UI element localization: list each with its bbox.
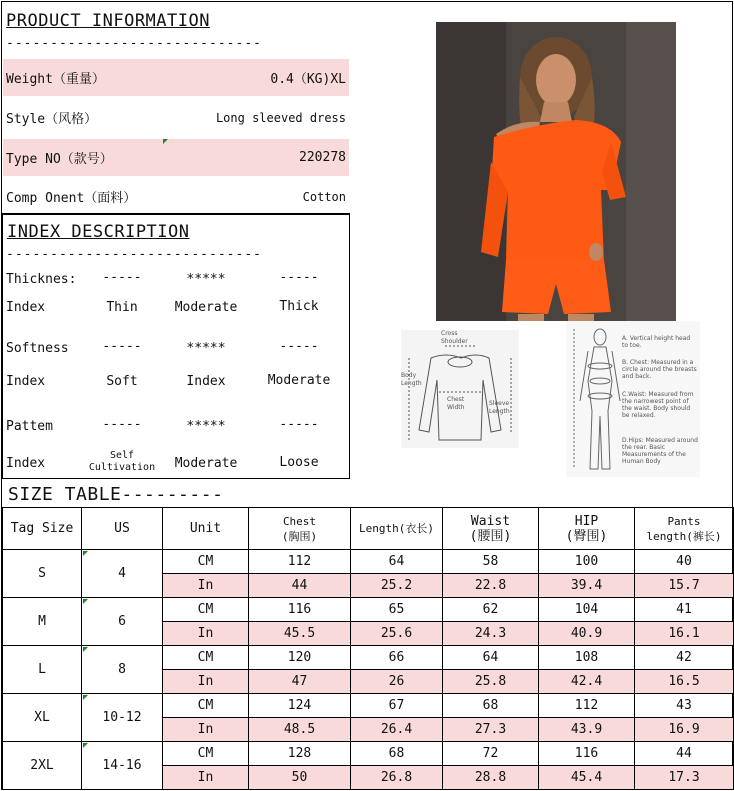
pattern-mark-1: ----- — [102, 417, 142, 432]
size-cell-cm: 42 — [635, 646, 734, 670]
softness-mark-3: ----- — [279, 339, 319, 354]
softness-option-soft: Soft — [106, 374, 138, 389]
size-cell-cm: 64 — [443, 646, 539, 670]
header-waist-cn: (腰围) — [469, 528, 512, 544]
size-us-cell — [82, 646, 163, 694]
size-cell-cm: 116 — [249, 598, 351, 622]
header-chest-en: Chest — [282, 514, 317, 528]
pattern-option-self-cultivation: Self Cultivation — [88, 450, 156, 473]
model-photo-illustration — [436, 22, 676, 321]
size-row-cm — [3, 598, 734, 622]
size-cell-cm: CM — [163, 694, 249, 718]
size-table-title: SIZE TABLE--------- — [8, 484, 224, 505]
size-cell-cm: 108 — [539, 646, 635, 670]
size-cell-in: 44 — [249, 574, 351, 598]
measure-b-text: B. Chest: Measured in a circle around the breasts and back. — [622, 359, 697, 380]
size-cell-in: 26.8 — [351, 766, 443, 790]
header-pants-length — [635, 508, 734, 550]
header-us: US — [82, 508, 163, 550]
size-tag-cell: XL — [3, 694, 82, 742]
thickness-mark-3: ----- — [279, 270, 319, 285]
size-cell-in: In — [163, 766, 249, 790]
component-value: Cotton — [302, 189, 346, 204]
size-us-value: 10-12 — [102, 710, 142, 725]
size-cell-in: 25.6 — [351, 622, 443, 646]
size-tag-cell: 2XL — [3, 742, 82, 790]
header-waist-en: Waist — [470, 513, 511, 529]
size-row-cm — [3, 646, 734, 670]
thickness-mark-2: ***** — [186, 272, 226, 287]
pattern-index-label: Index — [6, 456, 46, 471]
body-measurement-diagram — [566, 321, 700, 477]
cell-marker — [83, 743, 88, 748]
cell-marker — [83, 647, 88, 652]
pattern-mark-2: ***** — [186, 419, 226, 434]
component-row — [3, 178, 349, 215]
index-description-title: INDEX DESCRIPTION — [7, 222, 190, 242]
thickness-index-label: Index — [6, 300, 46, 315]
header-pants-cn: length(裤长) — [646, 529, 722, 543]
size-cell-in: 16.5 — [635, 670, 734, 694]
size-us-value: 6 — [118, 614, 126, 629]
size-cell-cm: 124 — [249, 694, 351, 718]
product-info-title: PRODUCT INFORMATION — [6, 11, 210, 31]
header-chest — [249, 508, 351, 550]
pattern-option-loose: Loose — [279, 455, 319, 470]
measure-d-text: D.Hips: Measured around the rear. Basic Measurements of the Human Body — [622, 437, 698, 465]
size-cell-cm: 120 — [249, 646, 351, 670]
cell-marker — [83, 695, 88, 700]
softness-option-moderate: Moderate — [267, 373, 331, 388]
product-info-divider: ----------------------------- — [6, 36, 262, 51]
size-cell-cm: 100 — [539, 550, 635, 574]
size-cell-in: 43.9 — [539, 718, 635, 742]
pattern-label: Pattem — [6, 419, 53, 434]
softness-option-index: Index — [186, 374, 226, 389]
header-chest-cn: (胸围) — [281, 529, 318, 543]
header-waist — [443, 508, 539, 550]
size-cell-cm: 44 — [635, 742, 734, 766]
pattern-option-moderate: Moderate — [174, 456, 238, 471]
size-cell-in: 48.5 — [249, 718, 351, 742]
size-table-header — [3, 508, 734, 550]
pattern-mark-3: ----- — [279, 417, 319, 432]
header-tag-size: Tag Size — [3, 508, 82, 550]
size-cell-in: In — [163, 670, 249, 694]
style-row — [3, 99, 349, 136]
size-cell-in: 28.8 — [443, 766, 539, 790]
thickness-label: Thicknes: — [6, 272, 77, 287]
garment-outline-icon — [401, 330, 519, 448]
size-cell-in: In — [163, 718, 249, 742]
size-cell-in: 16.1 — [635, 622, 734, 646]
size-cell-in: 40.9 — [539, 622, 635, 646]
softness-index-label: Index — [6, 374, 46, 389]
diagram-sleeve-label: Sleeve — [489, 400, 510, 407]
size-cell-in: 15.7 — [635, 574, 734, 598]
size-cell-cm: 68 — [443, 694, 539, 718]
size-cell-in: 25.2 — [351, 574, 443, 598]
size-cell-in: 45.5 — [249, 622, 351, 646]
weight-row — [3, 59, 349, 96]
thickness-option-thin: Thin — [106, 300, 138, 315]
size-cell-in: 47 — [249, 670, 351, 694]
thickness-mark-1: ----- — [102, 270, 142, 285]
softness-mark-1: ----- — [102, 339, 142, 354]
size-cell-cm: 112 — [249, 550, 351, 574]
size-cell-in: 24.3 — [443, 622, 539, 646]
size-us-value: 14-16 — [102, 758, 142, 773]
thickness-option-thick: Thick — [279, 299, 319, 314]
size-us-cell — [82, 550, 163, 598]
style-value: Long sleeved dress — [215, 110, 346, 125]
size-table — [2, 507, 734, 790]
diagram-chest-label: Chest — [447, 396, 465, 403]
size-cell-in: 25.8 — [443, 670, 539, 694]
size-tag-cell: L — [3, 646, 82, 694]
type-no-label: Type NO（款号） — [6, 152, 113, 167]
size-row-cm — [3, 694, 734, 718]
diagram-body-label: Body — [401, 372, 417, 379]
diagram-width-label: Width — [447, 404, 465, 411]
cell-marker — [83, 599, 88, 604]
product-photo — [436, 22, 676, 321]
size-cell-cm: CM — [163, 646, 249, 670]
type-no-value: 220278 — [299, 150, 346, 165]
size-cell-cm: 64 — [351, 550, 443, 574]
size-cell-cm: 41 — [635, 598, 734, 622]
diagram-body-length-label: Length — [401, 380, 422, 387]
diagram-sleeve-length-label: Length — [489, 408, 510, 415]
size-cell-cm: 62 — [443, 598, 539, 622]
size-cell-in: 50 — [249, 766, 351, 790]
size-tag-cell: M — [3, 598, 82, 646]
size-tag-cell: S — [3, 550, 82, 598]
size-cell-in: 16.9 — [635, 718, 734, 742]
size-cell-cm: 128 — [249, 742, 351, 766]
size-row-cm — [3, 742, 734, 766]
size-cell-cm: 65 — [351, 598, 443, 622]
header-hip — [539, 508, 635, 550]
size-cell-in: 27.3 — [443, 718, 539, 742]
size-cell-in: 42.4 — [539, 670, 635, 694]
size-cell-cm: 58 — [443, 550, 539, 574]
softness-label: Softness — [6, 341, 69, 356]
weight-label: Weight（重量） — [6, 72, 105, 87]
cell-marker — [163, 139, 168, 144]
size-cell-in: 39.4 — [539, 574, 635, 598]
size-cell-in: 17.3 — [635, 766, 734, 790]
garment-measurement-diagram — [401, 330, 519, 448]
size-cell-cm: 40 — [635, 550, 734, 574]
size-us-value: 4 — [118, 566, 126, 581]
size-cell-in: 45.4 — [539, 766, 635, 790]
size-cell-cm: CM — [163, 742, 249, 766]
size-cell-cm: 67 — [351, 694, 443, 718]
size-cell-cm: 68 — [351, 742, 443, 766]
diagram-shoulder-label: Shoulder — [441, 338, 468, 345]
size-cell-in: In — [163, 574, 249, 598]
component-label: Comp Onent（面料） — [6, 191, 137, 206]
size-cell-cm: 104 — [539, 598, 635, 622]
measure-a-text: A. Vertical height head to toe. — [622, 335, 691, 349]
size-cell-in: 22.8 — [443, 574, 539, 598]
header-pants-en: Pants — [667, 514, 701, 528]
measure-c-text: C.Waist: Measured from the narrowest point of the waist. Body should be relaxed. — [622, 391, 694, 419]
size-cell-cm: 116 — [539, 742, 635, 766]
size-us-cell — [82, 598, 163, 646]
size-cell-cm: 72 — [443, 742, 539, 766]
header-length: Length(衣长) — [351, 508, 443, 550]
size-cell-cm: 43 — [635, 694, 734, 718]
style-label: Style（风格） — [6, 112, 98, 127]
size-row-cm — [3, 550, 734, 574]
softness-mark-2: ***** — [186, 341, 226, 356]
size-cell-cm: CM — [163, 598, 249, 622]
size-cell-cm: 112 — [539, 694, 635, 718]
index-description-divider: ----------------------------- — [6, 247, 262, 262]
cell-marker — [83, 551, 88, 556]
diagram-cross-label: Cross — [441, 330, 458, 337]
size-us-value: 8 — [118, 662, 126, 677]
size-table-body — [3, 550, 734, 790]
size-cell-cm: 66 — [351, 646, 443, 670]
size-cell-in: In — [163, 622, 249, 646]
size-cell-in: 26.4 — [351, 718, 443, 742]
type-no-row — [3, 139, 349, 176]
header-unit: Unit — [163, 508, 249, 550]
weight-value: 0.4（KG)XL — [270, 72, 346, 87]
header-hip-cn: (臀围) — [565, 528, 608, 544]
header-hip-en: HIP — [574, 513, 599, 529]
size-cell-in: 26 — [351, 670, 443, 694]
size-us-cell — [82, 694, 163, 742]
thickness-option-moderate: Moderate — [174, 300, 238, 315]
size-us-cell — [82, 742, 163, 790]
size-cell-cm: CM — [163, 550, 249, 574]
